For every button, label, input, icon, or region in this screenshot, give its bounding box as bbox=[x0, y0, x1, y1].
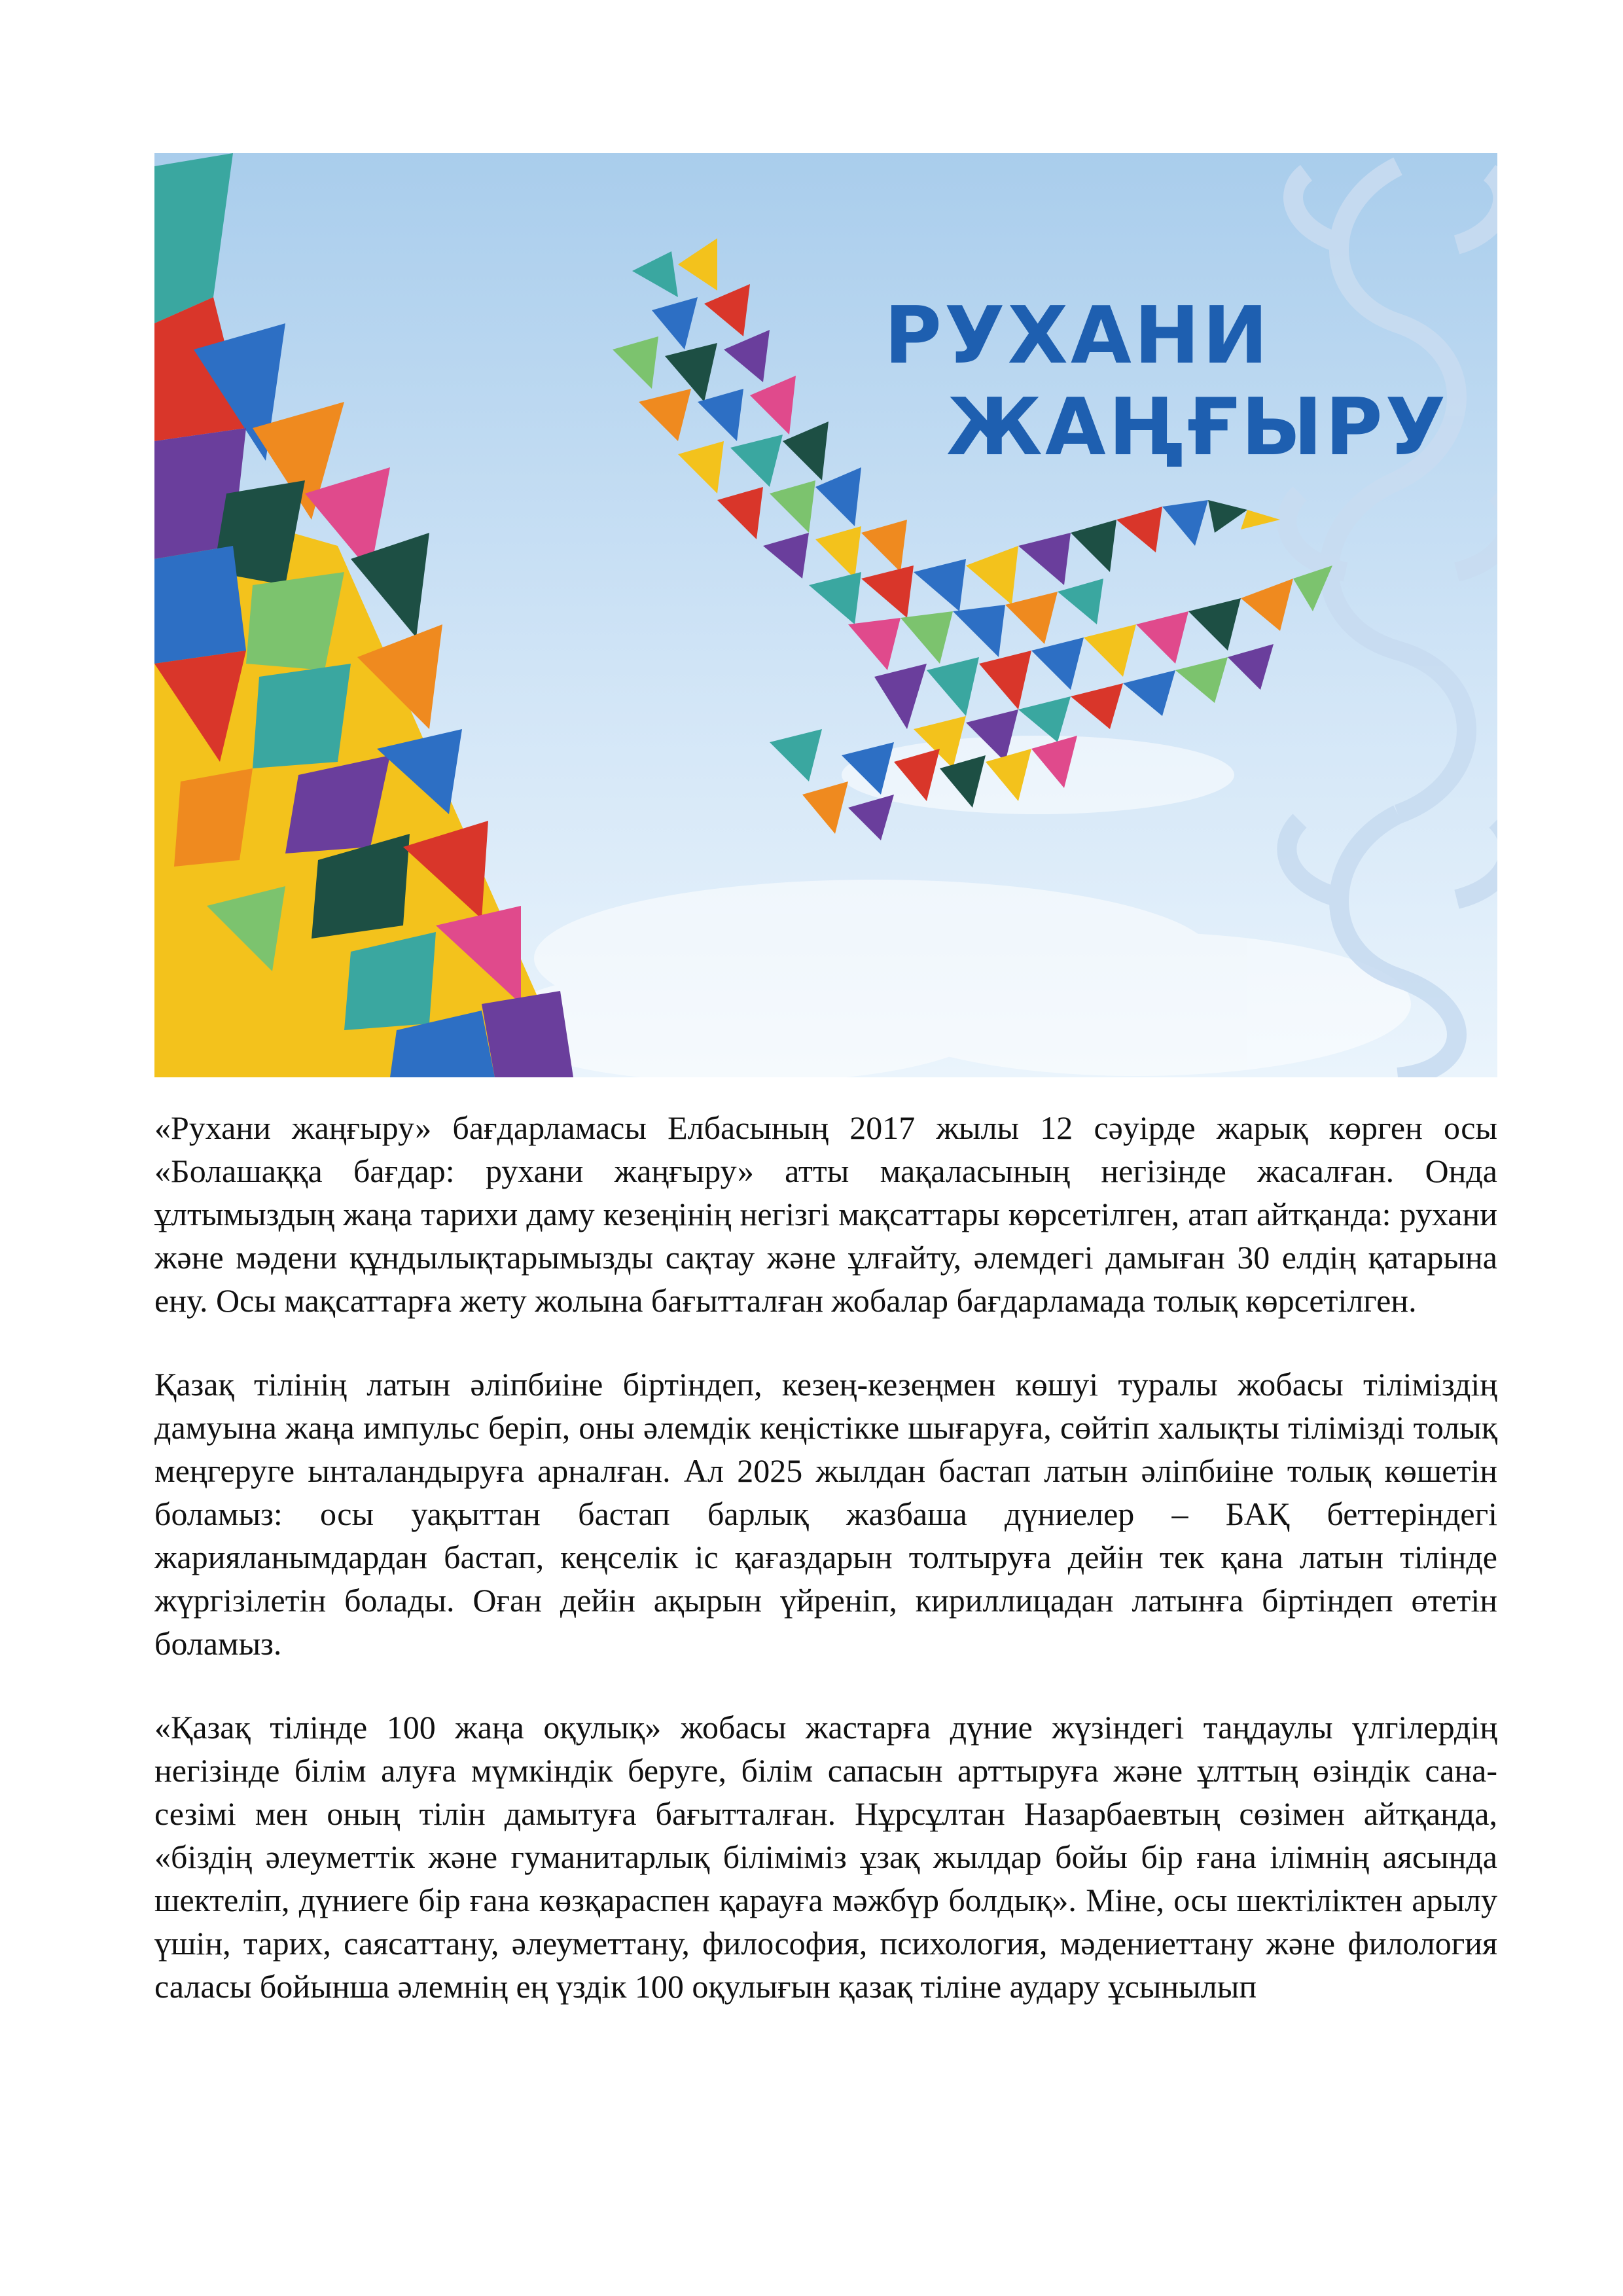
banner-title-line2: ЖАҢҒЫРУ bbox=[946, 382, 1449, 473]
paragraph-2: Қазақ тілінің латын әліпбиіне біртіндеп, кезең-кезеңмен көшуі туралы жобасы тіліміздің дамуына жаңа импульс беріп, оны әлемдік кеңістікке шығаруға, сөйтіп халықты тілімізді толық меңгеруге ынталандыруға арналған. Ал 2025 жылдан бастап латын әліпбиіне толық көшетін боламыз: осы уақыттан бастап барлық жазбаша дүниелер – БАҚ беттеріндегі жарияланымдардан бастап, кеңселік іс қағаздарын толтыруға дейін тек қана латын тілінде жүргізілетін болады. Оған дейін ақырын үйреніп, кириллицадан латынға біртіндеп өтетін боламыз. bbox=[154, 1366, 1497, 1662]
paragraph-1: «Рухани жаңғыру» бағдарламасы Елбасының 2017 жылы 12 сәуірде жарық көрген осы «Болашаққа бағдар: рухани жаңғыру» атты мақаласының негізінде жасалған. Онда ұлтымыздың жаңа тарихи даму кезеңінің негізгі мақсаттары көрсетілген, атап айтқанда: рухани және мәдени құндылықтарымызды сақтау және ұлғайту, әлемдегі дамыған 30 елдің қатарына ену. Осы мақсаттарға жету жолына бағытталған жобалар бағдарламада толық көрсетілген. bbox=[154, 1109, 1497, 1319]
banner-illustration bbox=[154, 153, 1497, 1077]
article-body bbox=[154, 1106, 1497, 2049]
rukhani-zhangyru-banner bbox=[154, 153, 1497, 1077]
banner-title-line1: РУХАНИ bbox=[884, 291, 1271, 382]
paragraph-3: «Қазақ тілінде 100 жаңа оқулық» жобасы жастарға дүние жүзіндегі таңдаулы үлгілердің негізінде білім алуға мүмкіндік беруге, білім сапасын арттыруға және ұлттың өзіндік сана-сезімі мен оның тілін дамытуға бағытталған. Нұрсұлтан Назарбаевтың сөзімен айтқанда, «біздің әлеуметтік және гуманитарлық біліміміз ұзақ жылдар бойы бір ғана ілімнің аясында шектеліп, дүниеге бір ғана көзқараспен қарауға мәжбүр болдық». Міне, осы шектіліктен арылу үшін, тарих, саясаттану, әлеуметтану, философия, психология, мәдениеттану және филология саласы бойынша әлемнің ең үздік 100 оқулығын қазақ тіліне аудару ұсынылып bbox=[154, 1709, 1497, 2005]
